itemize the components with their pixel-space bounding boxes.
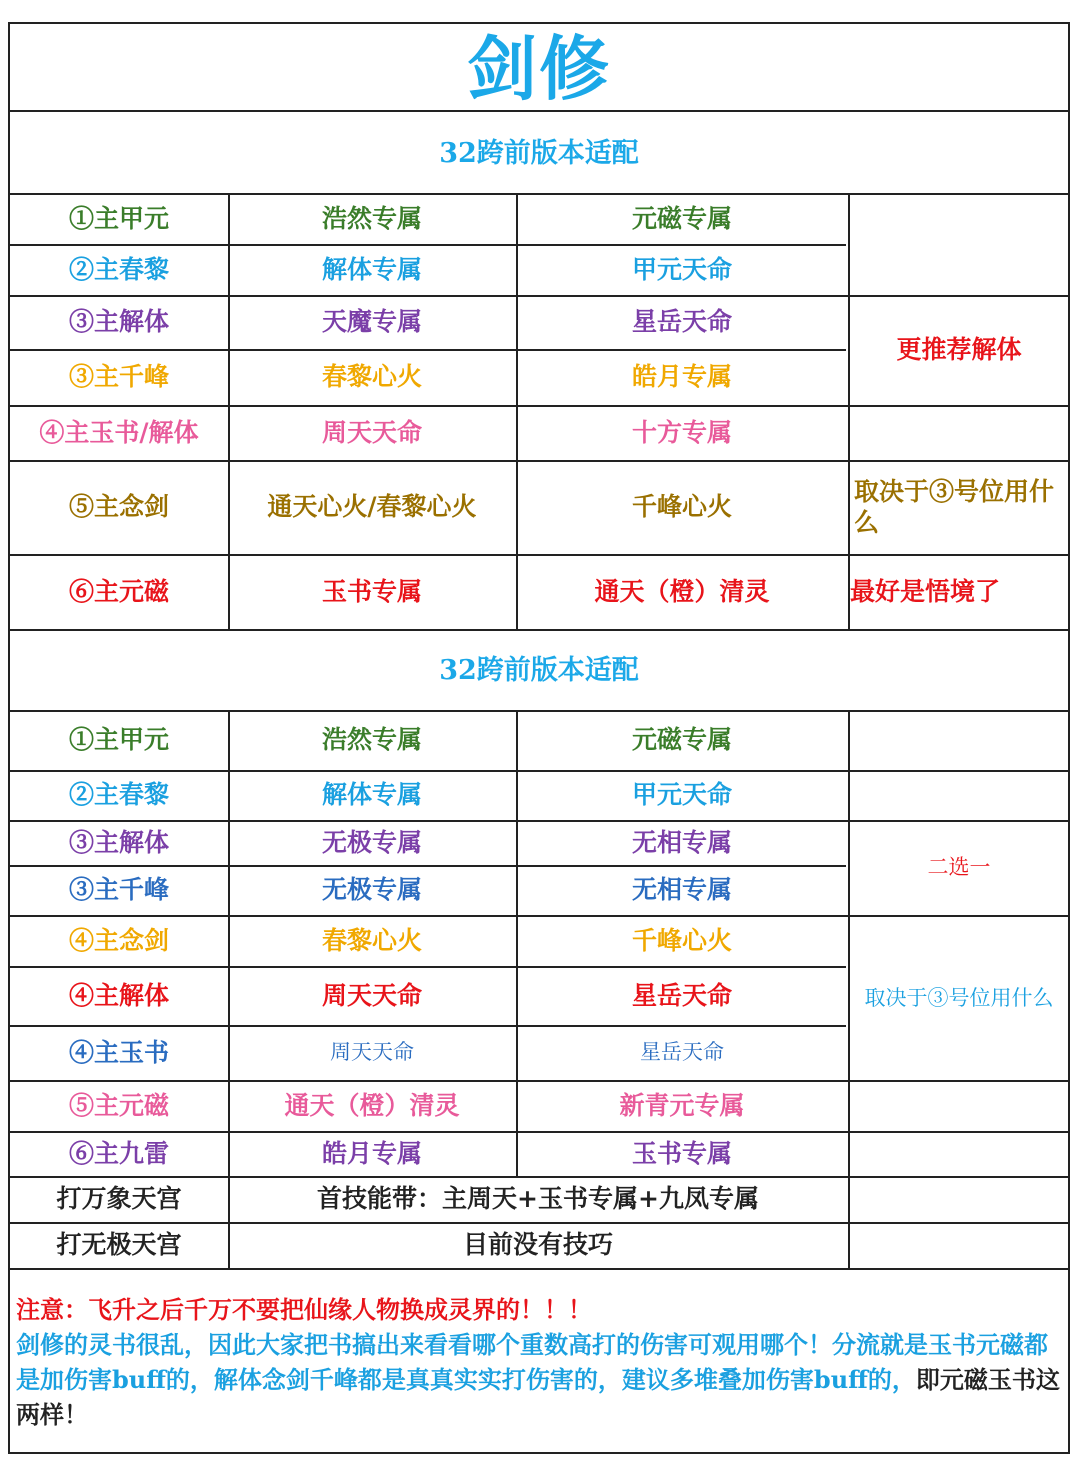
- table-cell: 无极专属: [321, 827, 422, 857]
- table-cell: 周天天命: [321, 417, 422, 447]
- table-cell: 目前没有技巧: [462, 1230, 613, 1260]
- advice-conclusion: 即元磁玉书这两样！: [16, 1365, 1060, 1429]
- table-cell: ②主春黎: [68, 780, 169, 810]
- table-cell: 星岳天命: [640, 1040, 724, 1065]
- table-cell: 新青元专属: [619, 1090, 745, 1120]
- table-cell: ④主玉书/解体: [39, 417, 199, 447]
- table-cell: 周天天命: [321, 980, 422, 1010]
- table-cell: ⑤主念剑: [68, 492, 169, 522]
- table-cell: 天魔专属: [321, 307, 422, 337]
- table-cell: ③主解体: [68, 307, 169, 337]
- table-cell: 通天心火/春黎心火: [267, 492, 477, 522]
- table-cell: 皓月专属: [321, 1138, 422, 1168]
- table-cell: 元磁专属: [631, 203, 732, 233]
- table-cell: ④主玉书: [68, 1037, 169, 1067]
- table-cell: 千峰心火: [631, 925, 732, 955]
- table-cell: ③主千峰: [68, 875, 169, 905]
- row-divider: [10, 1268, 1068, 1270]
- table-cell: 春黎心火: [321, 925, 422, 955]
- table-cell: 解体专属: [321, 254, 422, 284]
- table-cell: 打无极天宫: [56, 1230, 182, 1260]
- table-cell: 甲元天命: [631, 780, 732, 810]
- table-cell: 浩然专属: [321, 203, 422, 233]
- table-cell: 十方专属: [631, 417, 732, 447]
- table-cell: 取决于③号位用什么: [854, 476, 1055, 537]
- table-cell: 星岳天命: [631, 980, 732, 1010]
- table-cell: 玉书专属: [631, 1138, 732, 1168]
- row-divider: [10, 629, 1068, 631]
- page-frame: [8, 22, 1070, 1454]
- table-cell: 元磁专属: [631, 725, 732, 755]
- table-cell: 通天（橙）清灵: [594, 576, 770, 606]
- table-cell: 首技能带：主周天+玉书专属+九凤专属: [317, 1184, 759, 1214]
- table-cell: ②主春黎: [68, 254, 169, 284]
- table-cell: ⑥主元磁: [68, 576, 169, 606]
- table-cell: 皓月专属: [631, 362, 732, 392]
- divider: [10, 110, 1068, 112]
- table-cell: ③主解体: [68, 827, 169, 857]
- table-cell: ④主解体: [68, 980, 169, 1010]
- table-cell: 无相专属: [631, 827, 732, 857]
- merged-note: 取决于③号位用什么: [864, 985, 1054, 1010]
- table-cell: 浩然专属: [321, 725, 422, 755]
- section1-subtitle: 32跨前版本适配: [439, 138, 639, 169]
- table-cell: 千峰心火: [631, 492, 732, 522]
- table-cell: 周天天命: [330, 1040, 414, 1065]
- table-cell: 打万象天宫: [56, 1184, 182, 1214]
- notes-block: [16, 1292, 1062, 1432]
- table-cell: 玉书专属: [321, 576, 422, 606]
- merged-note: 更推荐解体: [896, 335, 1022, 365]
- advice-note: [16, 1327, 1062, 1432]
- table-cell: ⑥主九雷: [68, 1138, 169, 1168]
- section2-subtitle: 32跨前版本适配: [439, 655, 639, 686]
- table-cell: ①主甲元: [68, 725, 169, 755]
- table-cell: 无相专属: [631, 875, 732, 905]
- table-cell: 通天（橙）清灵: [284, 1090, 460, 1120]
- table-cell: 最好是悟境了: [850, 576, 1001, 606]
- table-cell: ③主千峰: [68, 362, 169, 392]
- table-cell: 春黎心火: [321, 362, 422, 392]
- table-cell: ⑤主元磁: [68, 1090, 169, 1120]
- table-cell: 无极专属: [321, 875, 422, 905]
- advice-text: 剑修的灵书很乱，因此大家把书搞出来看看哪个重数高打的伤害可观用哪个！分流就是玉书元磁都是加伤害buff的，解体念剑千峰都是真真实实打伤害的，建议多堆叠加伤害buff的，: [16, 1330, 1048, 1394]
- table-cell: ④主念剑: [68, 925, 169, 955]
- warning-note: 注意：飞升之后千万不要把仙缘人物换成灵界的！！！: [16, 1295, 592, 1324]
- table-cell: 解体专属: [321, 780, 422, 810]
- table-cell: 甲元天命: [631, 254, 732, 284]
- merged-note: 二选一: [927, 855, 991, 880]
- table-cell: 星岳天命: [631, 307, 732, 337]
- table-cell: ①主甲元: [68, 203, 169, 233]
- page-title: 剑修: [467, 27, 611, 110]
